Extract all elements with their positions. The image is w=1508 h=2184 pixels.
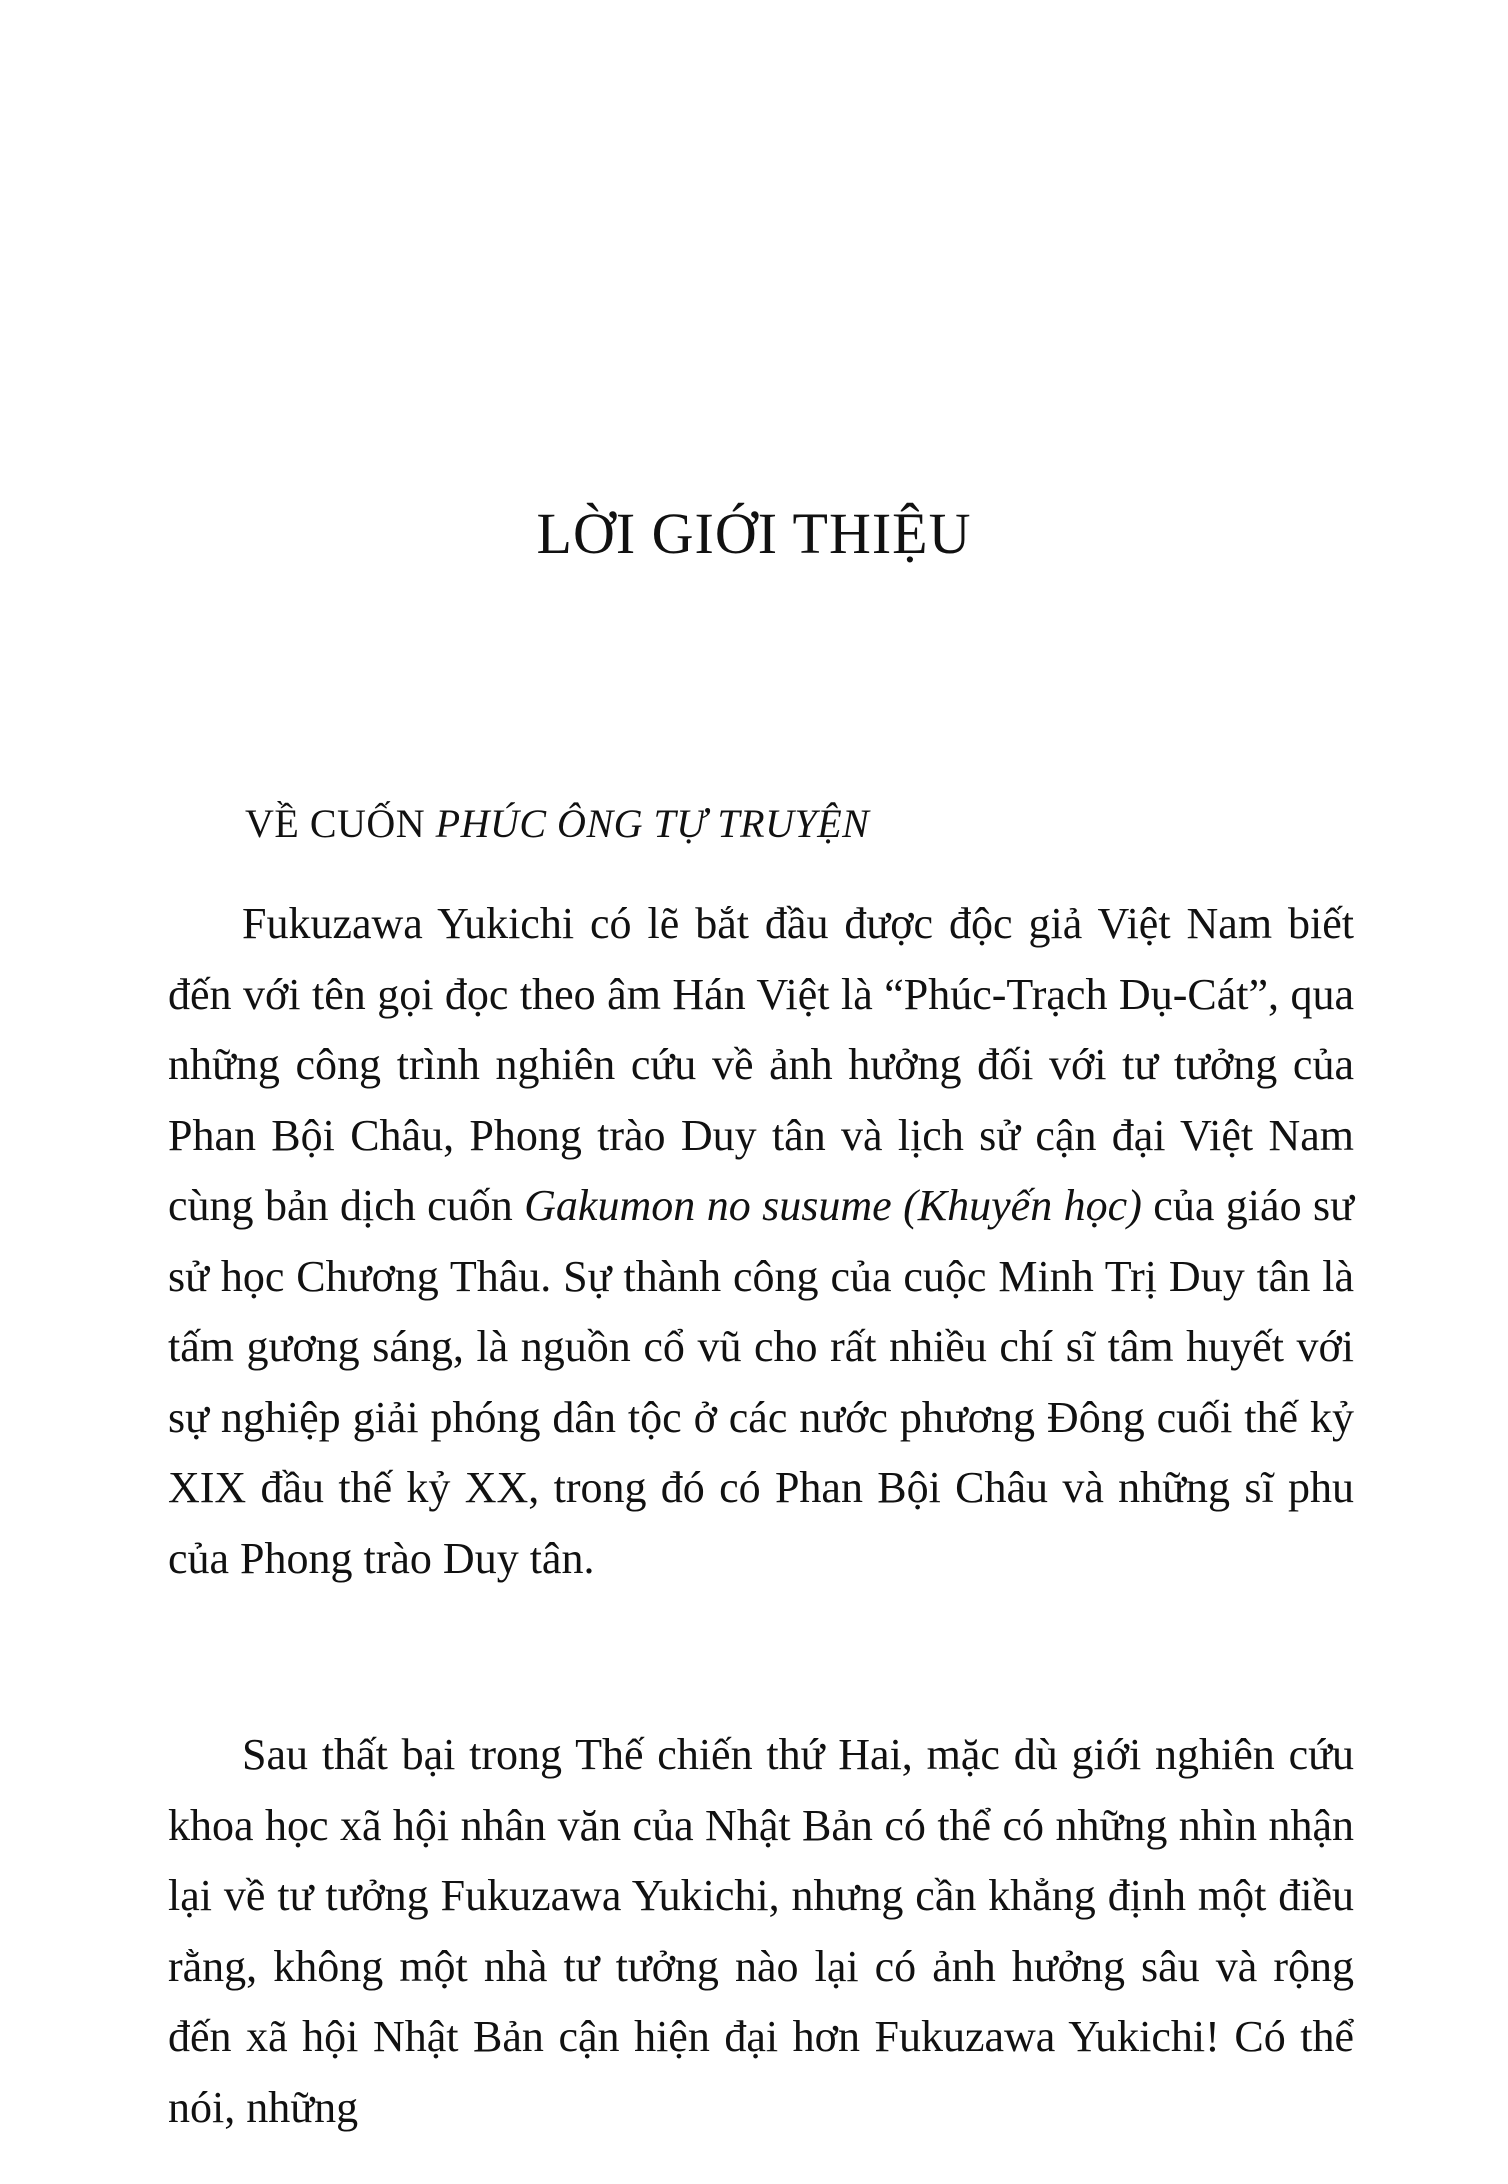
paragraph-2-text: Sau thất bại trong Thế chiến thứ Hai, mặc dù giới nghiên cứu khoa học xã hội nhân văn của Nhật Bản có thể có những nhìn nhận lại về tư tưởng Fukuzawa Yukichi, nhưng cần khẳng định một điều rằng, không một nhà tư tưởng nào lại có ảnh hưởng sâu và rộng đến xã hội Nhật Bản cận hiện đại hơn Fukuzawa Yukichi! Có thể nói, những <box>168 1730 1354 2132</box>
section-heading-prefix: VỀ CUỐN <box>245 801 436 846</box>
paragraph-1-book-title: Gakumon no susume (Khuyến học) <box>524 1181 1142 1230</box>
paragraph-1 <box>168 889 1354 1594</box>
paragraph-1-part-a: Fukuzawa Yukichi có lẽ bắt đầu được độc giả Việt Nam biết đến với tên gọi đọc theo âm Hán Việt là “Phúc-Trạch Dụ-Cát”, qua những công trình nghiên cứu về ảnh hưởng đối với tư tưởng của Phan Bội Châu, Phong trào Duy tân và lịch sử cận đại Việt Nam cùng bản dịch cuốn <box>168 899 1354 1230</box>
section-heading <box>245 800 869 847</box>
paragraph-1-part-b: của giáo sư sử học Chương Thâu. Sự thành công của cuộc Minh Trị Duy tân là tấm gương sáng, là nguồn cổ vũ cho rất nhiều chí sĩ tâm huyết với sự nghiệp giải phóng dân tộc ở các nước phương Đông cuối thế kỷ XIX đầu thế kỷ XX, trong đó có Phan Bội Châu và những sĩ phu của Phong trào Duy tân. <box>168 1181 1354 1583</box>
chapter-title: LỜI GIỚI THIỆU <box>536 501 972 566</box>
paragraph-2 <box>168 1720 1354 2143</box>
section-heading-book-title: PHÚC ÔNG TỰ TRUYỆN <box>435 801 870 846</box>
